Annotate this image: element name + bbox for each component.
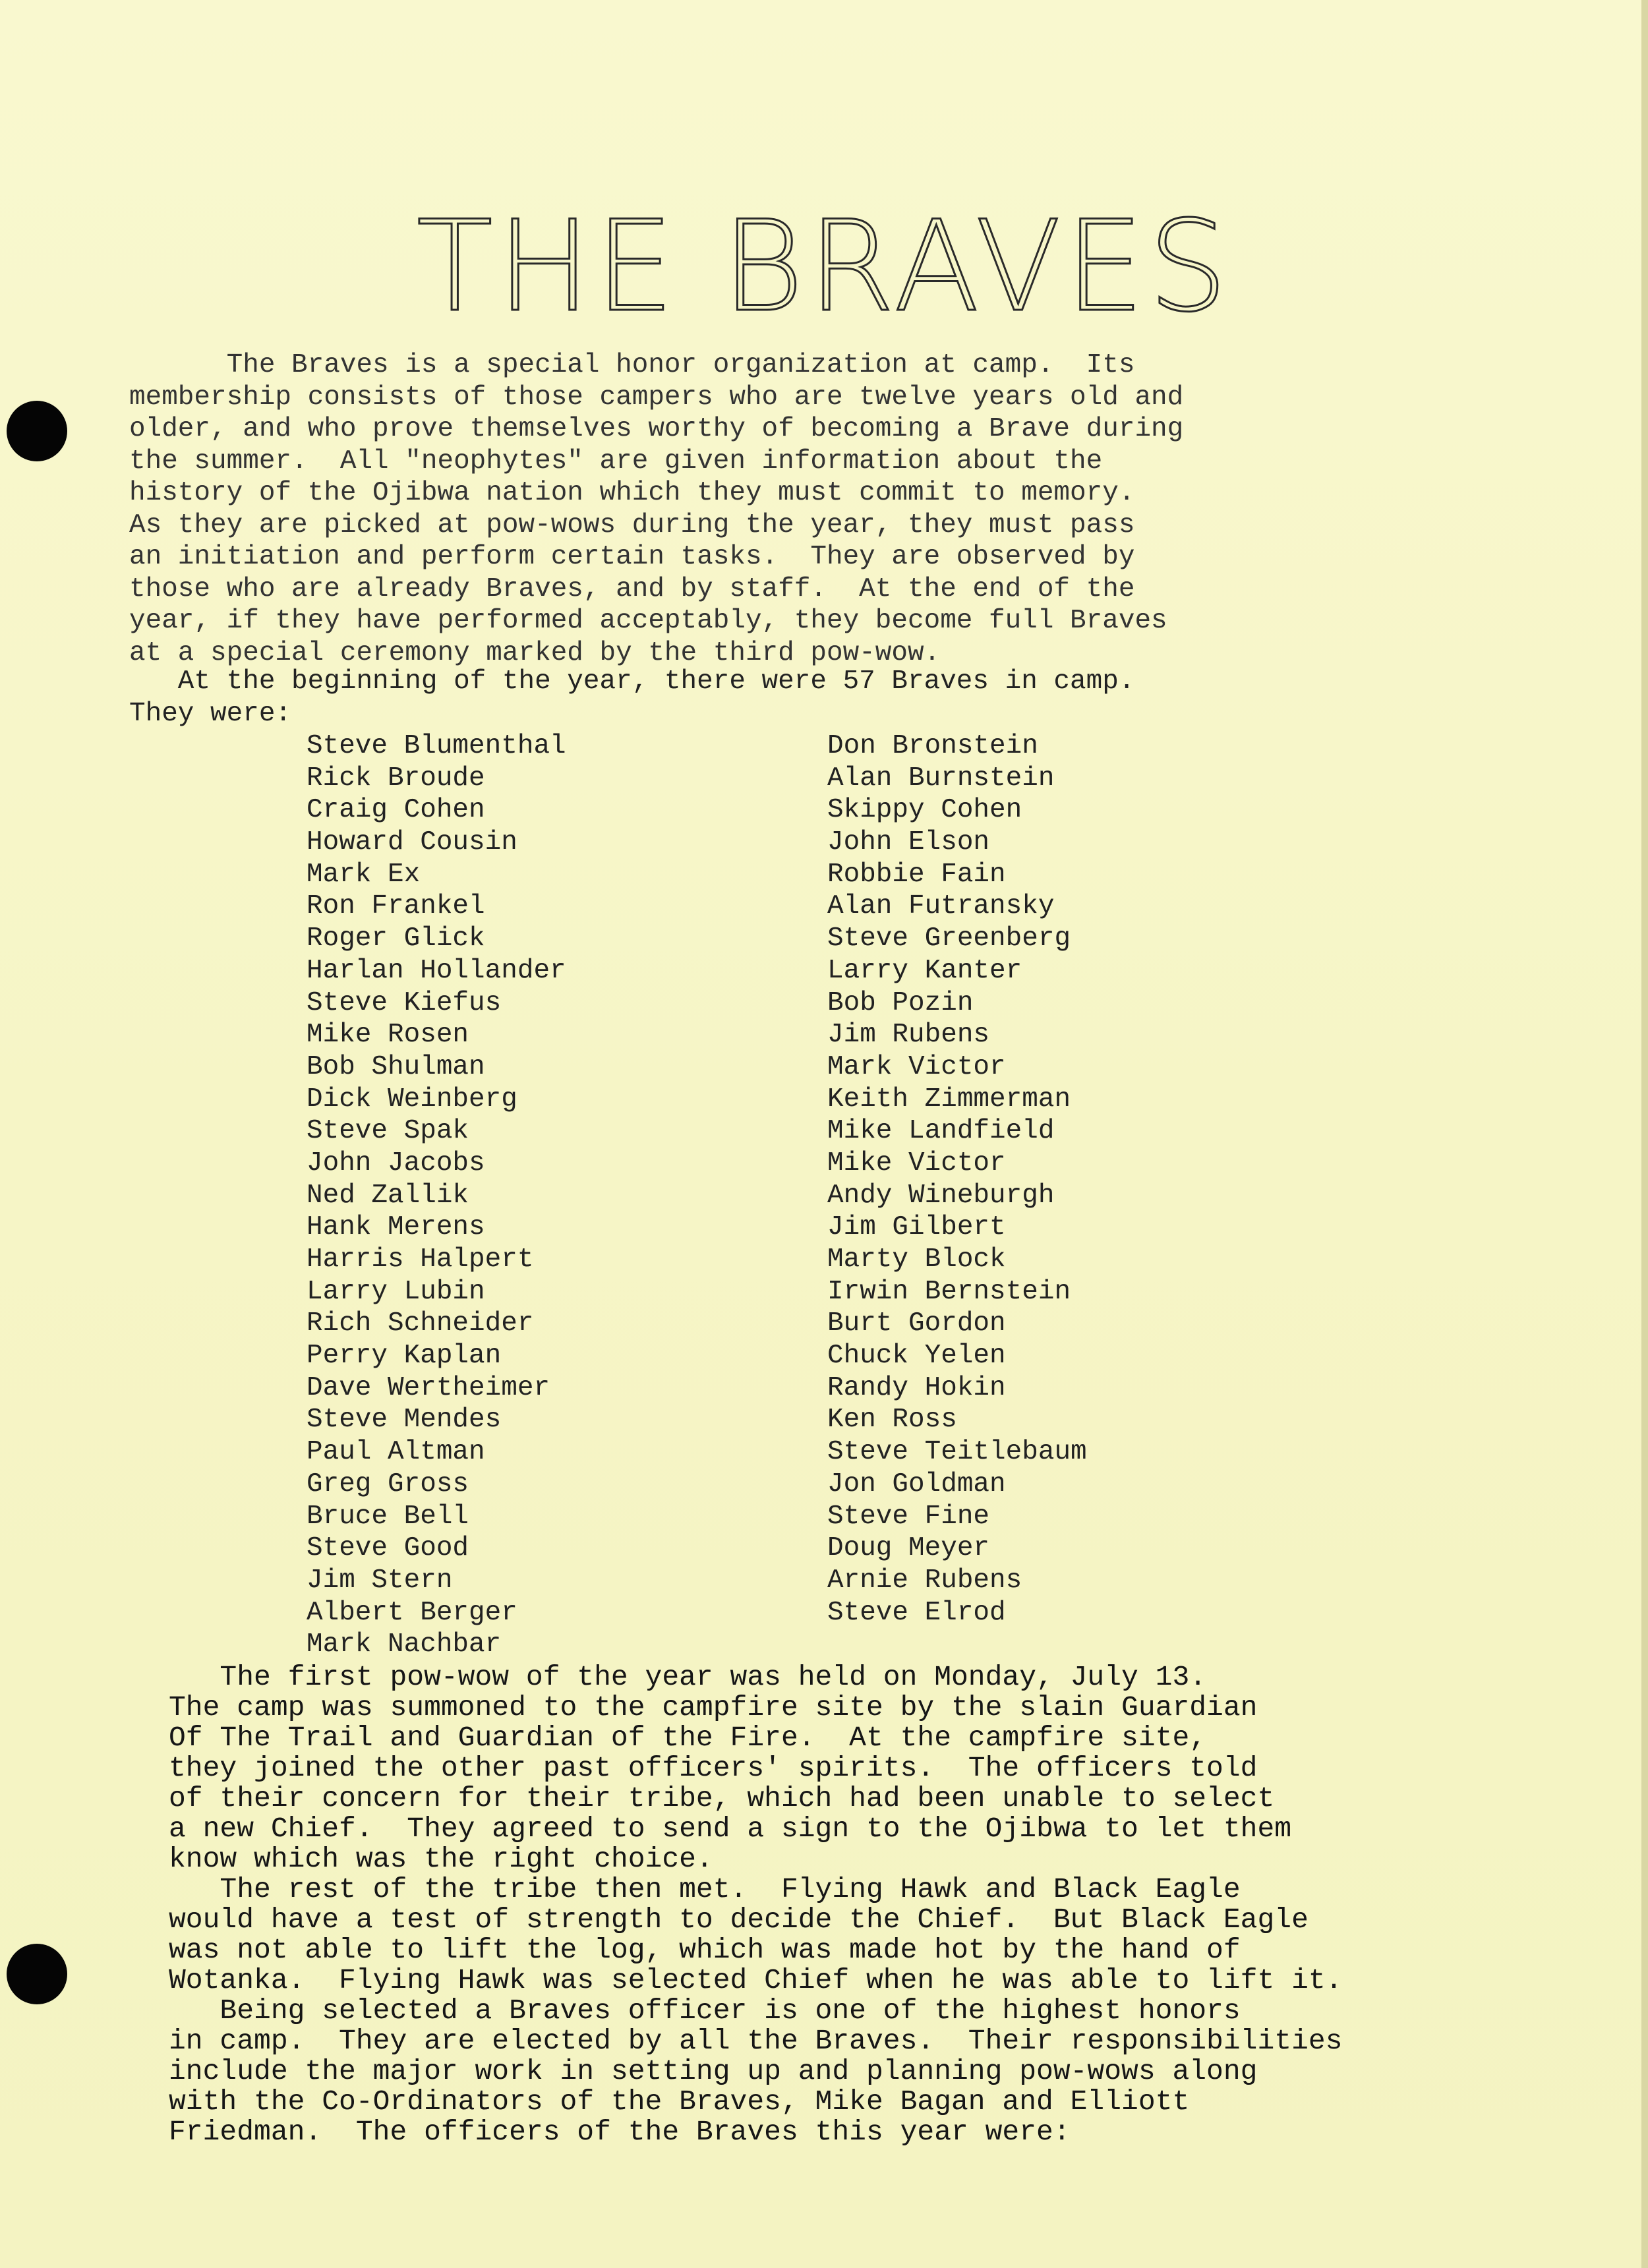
text-line: an initiation and perform certain tasks. They are observed by — [129, 542, 1135, 572]
brave-name: Howard Cousin — [307, 827, 517, 858]
brave-name: Mike Rosen — [307, 1020, 469, 1051]
brave-name: Andy Wineburgh — [827, 1180, 1055, 1211]
brave-name: Hank Merens — [307, 1212, 485, 1243]
brave-name: Craig Cohen — [307, 795, 485, 826]
brave-name: Robbie Fain — [827, 859, 1006, 890]
brave-name: Keith Zimmerman — [827, 1084, 1071, 1115]
brave-name: Steve Mendes — [307, 1405, 502, 1436]
text-line: in camp. They are elected by all the Braves. Their responsibilities — [169, 2025, 1343, 2057]
brave-name: Ron Frankel — [307, 891, 485, 922]
text-line: know which was the right choice. — [169, 1843, 713, 1875]
brave-name: Mark Victor — [827, 1051, 1006, 1082]
punch-hole-bottom — [7, 1944, 67, 2004]
brave-name: Larry Kanter — [827, 955, 1022, 986]
brave-name: Jim Rubens — [827, 1020, 990, 1051]
text-line: of their concern for their tribe, which had been unable to select — [169, 1782, 1275, 1815]
text-line: a new Chief. They agreed to send a sign to the Ojibwa to let them — [169, 1813, 1292, 1845]
brave-name: Larry Lubin — [307, 1276, 485, 1307]
brave-name: Jon Goldman — [827, 1468, 1006, 1499]
brave-name: Steve Spak — [307, 1116, 469, 1147]
text-line: Of The Trail and Guardian of the Fire. At the campfire site, — [169, 1722, 1207, 1754]
text-line: The rest of the tribe then met. Flying Hawk and Black Eagle — [169, 1873, 1241, 1905]
brave-name: Dave Wertheimer — [307, 1372, 550, 1403]
brave-name: Randy Hokin — [827, 1372, 1006, 1403]
brave-name: Skippy Cohen — [827, 795, 1022, 826]
brave-name: Jim Stern — [307, 1565, 453, 1596]
text-line: they joined the other past officers' spirits. The officers told — [169, 1752, 1258, 1784]
brave-name: Mike Landfield — [827, 1116, 1055, 1147]
text-line: At the beginning of the year, there were 57 Braves in camp. — [129, 666, 1135, 697]
brave-name: Steve Blumenthal — [307, 731, 566, 761]
text-line: As they are picked at pow-wows during the year, they must pass — [129, 509, 1135, 540]
brave-name: Irwin Bernstein — [827, 1276, 1071, 1307]
brave-name: Marty Block — [827, 1244, 1006, 1275]
brave-name: Mark Ex — [307, 859, 421, 890]
brave-name: Steve Good — [307, 1533, 469, 1564]
brave-name: Alan Futransky — [827, 891, 1055, 922]
text-line: history of the Ojibwa nation which they must commit to memory. — [129, 478, 1135, 508]
text-line: Being selected a Braves officer is one of the highest honors — [169, 1994, 1241, 2027]
text-line: membership consists of those campers who are twelve years old and — [129, 382, 1184, 413]
brave-name: Alan Burnstein — [827, 763, 1055, 794]
brave-name: Jim Gilbert — [827, 1212, 1006, 1243]
braves-list-left — [307, 730, 566, 1661]
page-title: THE BRAVES — [416, 194, 1232, 339]
brave-name: Ned Zallik — [307, 1180, 469, 1211]
brave-name: Harlan Hollander — [307, 955, 566, 986]
brave-name: Rick Broude — [307, 763, 485, 794]
brave-name: Burt Gordon — [827, 1308, 1006, 1339]
brave-name: Steve Kiefus — [307, 987, 502, 1018]
punch-hole-top — [7, 401, 67, 461]
brave-name: Bruce Bell — [307, 1501, 469, 1532]
text-line: The camp was summoned to the campfire site by the slain Guardian — [169, 1691, 1258, 1724]
text-line: with the Co-Ordinators of the Braves, Mike Bagan and Elliott — [169, 2085, 1190, 2118]
text-line: was not able to lift the log, which was made hot by the hand of — [169, 1934, 1241, 1966]
page-edge — [1641, 0, 1648, 2268]
brave-name: Arnie Rubens — [827, 1565, 1022, 1596]
brave-name: Ken Ross — [827, 1405, 957, 1436]
pow-wow-story — [169, 1662, 1632, 2147]
count-paragraph — [129, 666, 1448, 730]
brave-name: Bob Pozin — [827, 987, 974, 1018]
brave-name: Doug Meyer — [827, 1533, 990, 1564]
brave-name: Dick Weinberg — [307, 1084, 517, 1115]
braves-list-right — [827, 730, 1087, 1629]
brave-name: Steve Fine — [827, 1501, 990, 1532]
brave-name: Paul Altman — [307, 1437, 485, 1468]
brave-name: Harris Halpert — [307, 1244, 534, 1275]
text-line: older, and who prove themselves worthy of becoming a Brave during — [129, 414, 1184, 444]
text-line: Wotanka. Flying Hawk was selected Chief when he was able to lift it. — [169, 1964, 1343, 1996]
text-line: The Braves is a special honor organization at camp. Its — [129, 350, 1135, 380]
brave-name: Chuck Yelen — [827, 1341, 1006, 1372]
text-line: would have a test of strength to decide the Chief. But Black Eagle — [169, 1904, 1309, 1936]
brave-name: Steve Greenberg — [827, 923, 1071, 954]
brave-name: John Elson — [827, 827, 990, 858]
text-line: those who are already Braves, and by staff. At the end of the — [129, 573, 1135, 604]
brave-name: Don Bronstein — [827, 731, 1038, 761]
intro-paragraph — [129, 349, 1448, 669]
brave-name: Mike Victor — [827, 1148, 1006, 1178]
brave-name: John Jacobs — [307, 1148, 485, 1178]
text-line: year, if they have performed acceptably, they become full Braves — [129, 606, 1167, 636]
brave-name: Perry Kaplan — [307, 1341, 502, 1372]
brave-name: Greg Gross — [307, 1468, 469, 1499]
text-line: The first pow-wow of the year was held on Monday, July 13. — [169, 1661, 1207, 1693]
brave-name: Steve Elrod — [827, 1597, 1006, 1628]
brave-name: Roger Glick — [307, 923, 485, 954]
brave-name: Rich Schneider — [307, 1308, 534, 1339]
brave-name: Mark Nachbar — [307, 1629, 502, 1660]
text-line: Friedman. The officers of the Braves this year were: — [169, 2116, 1071, 2148]
brave-name: Bob Shulman — [307, 1051, 485, 1082]
text-line: include the major work in setting up and planning pow-wows along — [169, 2055, 1258, 2087]
text-line: at a special ceremony marked by the third pow-wow. — [129, 637, 941, 668]
brave-name: Albert Berger — [307, 1597, 517, 1628]
text-line: They were: — [129, 698, 292, 729]
brave-name: Steve Teitlebaum — [827, 1437, 1087, 1468]
text-line: the summer. All "neophytes" are given information about the — [129, 446, 1103, 477]
